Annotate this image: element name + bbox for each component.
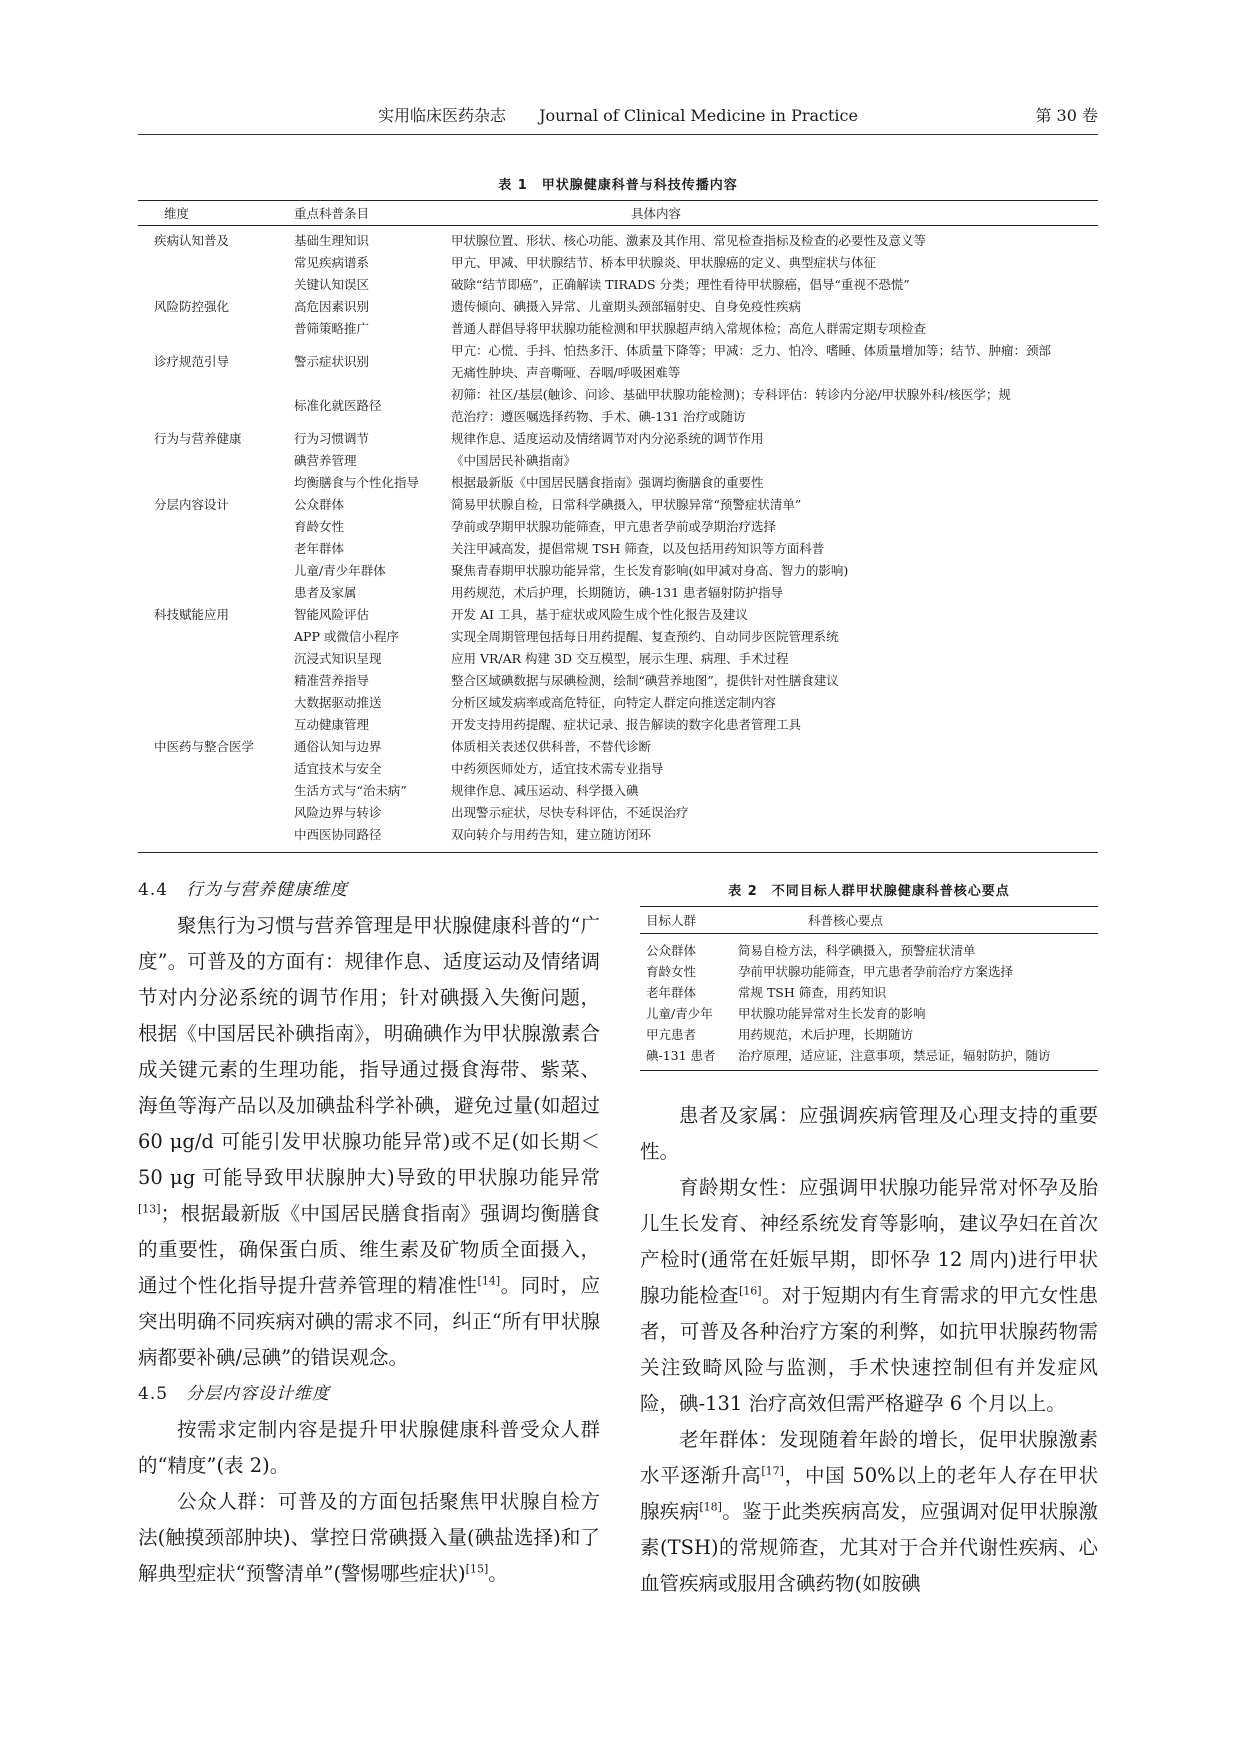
- table1-cell-dim: [138, 824, 294, 853]
- table-row: [138, 450, 1098, 472]
- table1-content-line: 中药须医师处方，适宜技术需专业指导: [451, 761, 664, 776]
- table1-cell-content: [451, 824, 1098, 853]
- table1-cell-dim: 行为与营养健康: [154, 431, 242, 446]
- table1-header-row: [138, 201, 1098, 226]
- table1-header-dim: 维度: [138, 201, 294, 226]
- table-row: [138, 318, 1098, 340]
- table1-content-line: 甲状腺位置、形状、核心功能、激素及其作用、常见检查指标及检查的必要性及意义等: [451, 233, 927, 248]
- text: 公众人群：可普及的方面包括聚焦甲状腺自检方法(触摸颈部肿块)、掌控日常碘摄入量(碘盐选择)和了解典型症状“预警清单”(警惕哪些症状): [138, 1490, 600, 1585]
- text: 。鉴于此类疾病高发，应强调对促甲状腺激素(TSH)的常规筛查，尤其对于合并代谢性疾病、心血管疾病或服用含碘药物(如胺碘: [640, 1500, 1098, 1595]
- paragraph: [138, 908, 600, 1376]
- table2-cell-key: 用药规范，术后护理，长期随访: [738, 1027, 914, 1042]
- table1-cell-content: [451, 318, 1098, 340]
- table1-content-line: 无痛性肿块、声音嘶哑、吞咽/呼吸困难等: [451, 365, 681, 380]
- table1-cell-item: 通俗认知与边界: [294, 739, 382, 754]
- table1-cell-content: [451, 538, 1098, 560]
- table-row: [138, 626, 1098, 648]
- table2-header-key: 科普核心要点: [738, 907, 1098, 934]
- table1-cell-content: [451, 670, 1098, 692]
- table-row: [138, 714, 1098, 736]
- table1-cell-content: [451, 274, 1098, 296]
- table1-content-line: 规律作息、适度运动及情绪调节对内分泌系统的调节作用: [451, 431, 764, 446]
- table-row: [138, 538, 1098, 560]
- table1-cell-dim: [138, 626, 294, 648]
- table1-cell-content: [451, 780, 1098, 802]
- paragraph: 患者及家属：应强调疾病管理及心理支持的重要性。: [640, 1104, 1098, 1163]
- table1-header-content: 具体内容: [451, 201, 1098, 226]
- table1-cell-dim: [138, 516, 294, 538]
- table1-content-line: 分析区域发病率或高危特征，向特定人群定向推送定制内容: [451, 695, 777, 710]
- table-row: [138, 274, 1098, 296]
- section-number: 4.4: [138, 880, 169, 900]
- table1-cell-content: [451, 802, 1098, 824]
- section-title: 行为与营养健康维度: [186, 880, 349, 900]
- section-title: 分层内容设计维度: [186, 1384, 331, 1404]
- citation: [13]: [138, 1202, 161, 1216]
- table1-cell-item: 适宜技术与安全: [294, 761, 382, 776]
- table1-caption: 表 1 甲状腺健康科普与科技传播内容: [498, 178, 738, 193]
- text: 。同时，应突出明确不同疾病对碘的需求不同，纠正“所有甲状腺病都要补碘/忌碘”的错误观念。: [138, 1274, 600, 1369]
- table1-cell-content: [451, 648, 1098, 670]
- table1-cell-content: [451, 582, 1098, 604]
- table1-header-item: 重点科普条目: [294, 201, 451, 226]
- table2: [640, 906, 1098, 1071]
- table-row: [138, 494, 1098, 516]
- section-4-4-heading: [138, 872, 600, 908]
- table1-cell-item: 基础生理知识: [294, 233, 370, 248]
- table1-content-line: 体质相关表述仅供科普，不替代诊断: [451, 739, 652, 754]
- table-row: [640, 982, 1098, 1003]
- table1-content-line: 出现警示症状，尽快专科评估，不延误治疗: [451, 805, 689, 820]
- table1-cell-item: 碘营养管理: [294, 453, 357, 468]
- left-column: [138, 872, 600, 1592]
- table1-content-line: 规律作息、减压运动、科学摄入碘: [451, 783, 639, 798]
- table1-cell-content: [451, 692, 1098, 714]
- table-row: [138, 296, 1098, 318]
- citation: [15]: [465, 1562, 489, 1576]
- table1-content-line: 整合区域碘数据与尿碘检测，绘制“碘营养地图”，提供针对性膳食建议: [451, 673, 839, 688]
- table1-content-line: 开发支持用药提醒、症状记录、报告解读的数字化患者管理工具: [451, 717, 802, 732]
- table1-cell-item: 育龄女性: [294, 519, 345, 534]
- table1-cell-item: 儿童/青少年群体: [294, 563, 386, 578]
- table1-cell-item: 均衡膳食与个性化指导: [294, 475, 420, 490]
- table1-cell-dim: [138, 692, 294, 714]
- table1-cell-dim: [138, 472, 294, 494]
- journal-name-cn: 实用临床医药杂志: [378, 106, 507, 125]
- table2-cell-group: 碘-131 患者: [646, 1048, 716, 1063]
- table-row: [138, 252, 1098, 274]
- table-row: [138, 516, 1098, 538]
- table1-cell-dim: [138, 450, 294, 472]
- table-row: [138, 692, 1098, 714]
- table1-content-line: 孕前或孕期甲状腺功能筛查，甲亢患者孕前或孕期治疗选择: [451, 519, 777, 534]
- table1-cell-item: 互动健康管理: [294, 717, 370, 732]
- table-row: [640, 1024, 1098, 1045]
- table1-cell-dim: [138, 318, 294, 340]
- table2-body: [640, 934, 1098, 1071]
- table1-cell-dim: [138, 538, 294, 560]
- page-header: [138, 98, 1098, 135]
- journal-name: [138, 98, 1098, 134]
- paragraph: [138, 1484, 600, 1592]
- table1-cell-item: 高危因素识别: [294, 299, 370, 314]
- table2-header-row: [640, 907, 1098, 934]
- table2-cell-group: 育龄女性: [646, 964, 697, 979]
- table1-content-line: 用药规范，术后护理，长期随访，碘-131 患者辐射防护指导: [451, 585, 784, 600]
- table2-header-group: 目标人群: [640, 907, 738, 934]
- table1-content-line: 双向转介与用药告知，建立随访闭环: [451, 827, 652, 842]
- table1-cell-dim: 分层内容设计: [154, 497, 230, 512]
- table1-cell-item: 警示症状识别: [294, 354, 370, 369]
- table1-cell-dim: 疾病认知普及: [154, 233, 230, 248]
- paragraph: 按需求定制内容是提升甲状腺健康科普受众人群的“精度”(表 2)。: [138, 1418, 600, 1477]
- table1-content-line: 遗传倾向、碘摄入异常、儿童期头颈部辐射史、自身免疫性疾病: [451, 299, 802, 314]
- table2-caption: 表 2 不同目标人群甲状腺健康科普核心要点: [728, 884, 1010, 899]
- table1-content-line: 初筛：社区/基层(触诊、问诊、基础甲状腺功能检测)；专科评估：转诊内分泌/甲状腺外科/核医学；规: [451, 387, 1011, 402]
- table1-cell-item: 患者及家属: [294, 585, 357, 600]
- table-row: [640, 1003, 1098, 1024]
- table-row: [640, 934, 1098, 962]
- table1-cell-content: [451, 736, 1098, 758]
- table1-cell-content: [451, 296, 1098, 318]
- table1-cell-item: 中西医协同路径: [294, 827, 382, 842]
- paragraph: [640, 1422, 1098, 1602]
- table-row: [138, 802, 1098, 824]
- table1-cell-content: [451, 472, 1098, 494]
- table1-content-line: 范治疗：遵医嘱选择药物、手术、碘-131 治疗或随访: [451, 409, 746, 424]
- table1-content-line: 开发 AI 工具，基于症状或风险生成个性化报告及建议: [451, 607, 748, 622]
- table1-cell-dim: [138, 252, 294, 274]
- table1-cell-dim: 风险防控强化: [154, 299, 230, 314]
- table-row: [640, 1045, 1098, 1071]
- table2-cell-key: 常规 TSH 筛查，用药知识: [738, 985, 887, 1000]
- table1-cell-dim: 科技赋能应用: [154, 607, 230, 622]
- table1-cell-dim: [138, 560, 294, 582]
- table1-cell-content: [451, 428, 1098, 450]
- table1-content-line: 《中国居民补碘指南》: [451, 453, 577, 468]
- text: ；根据最新版《中国居民膳食指南》强调均衡膳食的重要性，确保蛋白质、维生素及矿物质全面摄入，通过个性化指导提升营养管理的精准性: [138, 1202, 600, 1297]
- section-number: 4.5: [138, 1384, 169, 1404]
- table1-cell-item: 公众群体: [294, 497, 345, 512]
- text: 聚焦行为习惯与营养管理是甲状腺健康科普的“广度”。可普及的方面有：规律作息、适度运动及情绪调节对内分泌系统的调节作用；针对碘摄入失衡问题，根据《中国居民补碘指南》，明确碘作为甲状腺激素合成关键元素的生理功能，指导通过摄食海带、紫菜、海鱼等海产品以及加碘盐科学补碘，避免过量(如超过 60 μg/d 可能引发甲状腺功能异常)或不足(如长期＜50 μg 可能导致甲状腺肿大)导致的甲状腺功能异常: [138, 914, 600, 1189]
- table1-cell-dim: [138, 780, 294, 802]
- paragraph: [640, 1170, 1098, 1422]
- table1-cell-item: APP 或微信小程序: [294, 629, 399, 644]
- table1-cell-content: [451, 758, 1098, 780]
- table-row: [138, 560, 1098, 582]
- table-row: [138, 736, 1098, 758]
- table1-cell-dim: [138, 802, 294, 824]
- table1-cell-dim: [138, 714, 294, 736]
- table1-cell-dim: [138, 648, 294, 670]
- table1-cell-item: 普筛策略推广: [294, 321, 370, 336]
- table1-cell-item: 常见疾病谱系: [294, 255, 370, 270]
- table1-content-line: 普通人群倡导将甲状腺功能检测和甲状腺超声纳入常规体检；高危人群需定期专项检查: [451, 321, 927, 336]
- table1-cell-item: 老年群体: [294, 541, 345, 556]
- table1-cell-item: 风险边界与转诊: [294, 805, 382, 820]
- table1-cell-content: [451, 516, 1098, 538]
- table1-content-line: 简易甲状腺自检，日常科学碘摄入，甲状腺异常“预警症状清单”: [451, 497, 802, 512]
- table-row: [138, 384, 1098, 428]
- table-row: [138, 824, 1098, 853]
- table2-cell-group: 公众群体: [646, 943, 697, 958]
- table1-cell-dim: [138, 274, 294, 296]
- table1-content-line: 破除“结节即癌”，正确解读 TIRADS 分类；理性看待甲状腺癌，倡导“重视不恐慌”: [451, 277, 910, 292]
- table1-content-line: 实现全周期管理包括每日用药提醒、复查预约、自动同步医院管理系统: [451, 629, 839, 644]
- table-row: [138, 648, 1098, 670]
- table2-cell-key: 孕前甲状腺功能筛查，甲亢患者孕前治疗方案选择: [738, 964, 1014, 979]
- table-row: [138, 340, 1098, 384]
- right-column: [640, 1098, 1098, 1602]
- table-row: [138, 780, 1098, 802]
- table2-cell-group: 儿童/青少年: [646, 1006, 713, 1021]
- table1: [138, 200, 1098, 853]
- table-row: [138, 582, 1098, 604]
- table-row: [138, 226, 1098, 253]
- table1-content-line: 关注甲减高发，提倡常规 TSH 筛查，以及包括用药知识等方面科普: [451, 541, 825, 556]
- text: ，中国 50%以上的老年人存在甲状腺疾病: [640, 1464, 1098, 1523]
- table1-cell-item: 关键认知误区: [294, 277, 370, 292]
- table1-cell-item: 大数据驱动推送: [294, 695, 382, 710]
- text: 。: [488, 1562, 508, 1585]
- table1-cell-content: [451, 450, 1098, 472]
- table-row: [138, 428, 1098, 450]
- text: 育龄期女性：应强调甲状腺功能异常对怀孕及胎儿生长发育、神经系统发育等影响，建议孕妇在首次产检时(通常在妊娠早期，即怀孕 12 周内)进行甲状腺功能检查: [640, 1176, 1098, 1307]
- table1-content-line: 聚焦青春期甲状腺功能异常，生长发育影响(如甲减对身高、智力的影响): [451, 563, 849, 578]
- citation: [17]: [761, 1464, 784, 1478]
- table1-content-line: 甲亢、甲减、甲状腺结节、桥本甲状腺炎、甲状腺癌的定义、典型症状与体征: [451, 255, 877, 270]
- table1-content-line: 根据最新版《中国居民膳食指南》强调均衡膳食的重要性: [451, 475, 764, 490]
- citation: [18]: [699, 1500, 722, 1514]
- table2-cell-group: 甲亢患者: [646, 1027, 697, 1042]
- table1-cell-dim: 诊疗规范引导: [154, 354, 230, 369]
- table1-cell-content: [451, 560, 1098, 582]
- table1-content-line: 甲亢：心慌、手抖、怕热多汗、体质量下降等；甲减：乏力、怕冷、嗜睡、体质量增加等；结节、肿瘤：颈部: [451, 343, 1052, 358]
- table1-cell-content: [451, 252, 1098, 274]
- text: 。对于短期内有生育需求的甲亢女性患者，可普及各种治疗方案的利弊，如抗甲状腺药物需关注致畸风险与监测，手术快速控制但有并发症风险，碘-131 治疗高效但需严格避孕 6 个月以上。: [640, 1284, 1098, 1415]
- table1-cell-item: 沉浸式知识呈现: [294, 651, 382, 666]
- text: 老年群体：发现随着年龄的增长，促甲状腺激素水平逐渐升高: [640, 1428, 1098, 1487]
- table1-cell-content: [451, 604, 1098, 626]
- table1-cell-content: [451, 714, 1098, 736]
- table1-cell-dim: [138, 670, 294, 692]
- table-row: [138, 670, 1098, 692]
- volume-number: 第 30 卷: [1035, 106, 1098, 125]
- table1-cell-item: 精准营养指导: [294, 673, 370, 688]
- table1-cell-item: 行为习惯调节: [294, 431, 370, 446]
- table1-cell-item: 智能风险评估: [294, 607, 370, 622]
- table-row: [138, 604, 1098, 626]
- table2-cell-key: 治疗原理，适应证，注意事项，禁忌证，辐射防护，随访: [738, 1048, 1051, 1063]
- table1-cell-dim: [138, 384, 294, 428]
- table1-cell-content: [451, 384, 1098, 428]
- table2-cell-group: 老年群体: [646, 985, 697, 1000]
- citation: [16]: [738, 1284, 762, 1298]
- table1-cell-content: [451, 226, 1098, 253]
- table1-cell-dim: [138, 582, 294, 604]
- table1-cell-content: [451, 340, 1098, 384]
- table1-cell-content: [451, 494, 1098, 516]
- table1-cell-dim: 中医药与整合医学: [154, 739, 255, 754]
- journal-name-en: Journal of Clinical Medicine in Practice: [539, 106, 858, 125]
- section-4-5-heading: [138, 1376, 600, 1412]
- table-row: [138, 758, 1098, 780]
- table1-cell-item: 生活方式与“治未病”: [294, 783, 407, 798]
- table1-cell-dim: [138, 758, 294, 780]
- table-row: [640, 961, 1098, 982]
- table-row: [138, 472, 1098, 494]
- table1-cell-item: 标准化就医路径: [294, 398, 382, 413]
- table1-content-line: 应用 VR/AR 构建 3D 交互模型，展示生理、病理、手术过程: [451, 651, 789, 666]
- table1-body: [138, 226, 1098, 853]
- table2-cell-key: 简易自检方法，科学碘摄入，预警症状清单: [738, 943, 976, 958]
- table2-cell-key: 甲状腺功能异常对生长发育的影响: [738, 1006, 926, 1021]
- table1-cell-content: [451, 626, 1098, 648]
- citation: [14]: [477, 1274, 501, 1288]
